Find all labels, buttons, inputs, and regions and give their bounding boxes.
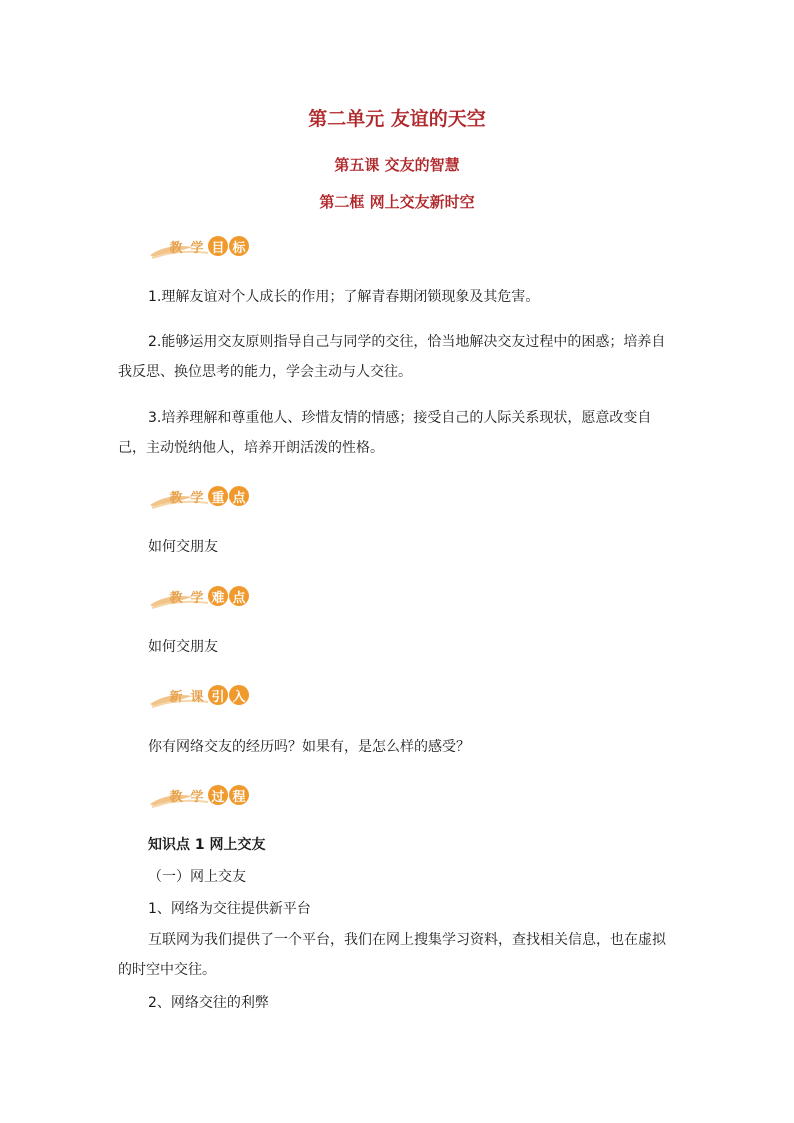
goal-item-3: 3.培养理解和尊重他人、珍惜友情的情感；接受自己的人际关系现状，愿意改变自己，主动悦纳他人，培养开朗活泼的性格。 bbox=[118, 410, 652, 456]
badge-char: 课 bbox=[190, 689, 204, 705]
frame-title: 第二框 网上交友新时空 bbox=[319, 193, 475, 211]
badge-char: 标 bbox=[229, 236, 249, 256]
badge-char: 点 bbox=[229, 586, 249, 606]
badge-char: 教 bbox=[169, 490, 183, 506]
badge-char: 入 bbox=[229, 685, 249, 705]
sub-heading: （一）网上交友 bbox=[148, 869, 246, 885]
key-point-badge bbox=[148, 483, 256, 511]
item-1-text: 互联网为我们提供了一个平台，我们在网上搜集学习资料，查找相关信息，也在虚拟的时空中交往。 bbox=[118, 932, 666, 978]
item-2-title: 2、网络交往的利弊 bbox=[148, 995, 269, 1011]
badge-char: 学 bbox=[190, 490, 204, 506]
teaching-goals-badge bbox=[148, 233, 256, 261]
badge-char: 点 bbox=[229, 486, 249, 506]
badge-char: 过 bbox=[208, 785, 228, 805]
knowledge-point-heading: 知识点 1 网上交友 bbox=[148, 837, 266, 853]
badge-char: 教 bbox=[169, 590, 183, 606]
badge-char: 新 bbox=[169, 689, 183, 705]
badge-char: 难 bbox=[208, 586, 228, 606]
key-point-text: 如何交朋友 bbox=[148, 539, 218, 555]
process-badge bbox=[148, 782, 256, 810]
badge-char: 教 bbox=[169, 789, 183, 805]
badge-char: 学 bbox=[190, 240, 204, 256]
item-1-title: 1、网络为交往提供新平台 bbox=[148, 901, 311, 917]
goal-item-2: 2.能够运用交友原则指导自己与同学的交往，恰当地解决交友过程中的困惑；培养自我反思、换位思考的能力，学会主动与人交往。 bbox=[118, 334, 666, 380]
goal-item-1: 1.理解友谊对个人成长的作用；了解青春期闭锁现象及其危害。 bbox=[148, 289, 540, 305]
intro-badge bbox=[148, 682, 256, 710]
difficulty-text: 如何交朋友 bbox=[148, 639, 218, 655]
unit-title: 第二单元 友谊的天空 bbox=[308, 108, 486, 130]
lesson-title: 第五课 交友的智慧 bbox=[334, 156, 460, 174]
badge-char: 教 bbox=[169, 240, 183, 256]
badge-char: 引 bbox=[208, 685, 228, 705]
difficulty-badge bbox=[148, 583, 256, 611]
badge-char: 目 bbox=[208, 236, 228, 256]
badge-char: 学 bbox=[190, 789, 204, 805]
badge-char: 重 bbox=[208, 486, 228, 506]
intro-question: 你有网络交友的经历吗？如果有，是怎么样的感受？ bbox=[148, 739, 470, 755]
badge-char: 学 bbox=[190, 590, 204, 606]
badge-char: 程 bbox=[229, 785, 249, 805]
